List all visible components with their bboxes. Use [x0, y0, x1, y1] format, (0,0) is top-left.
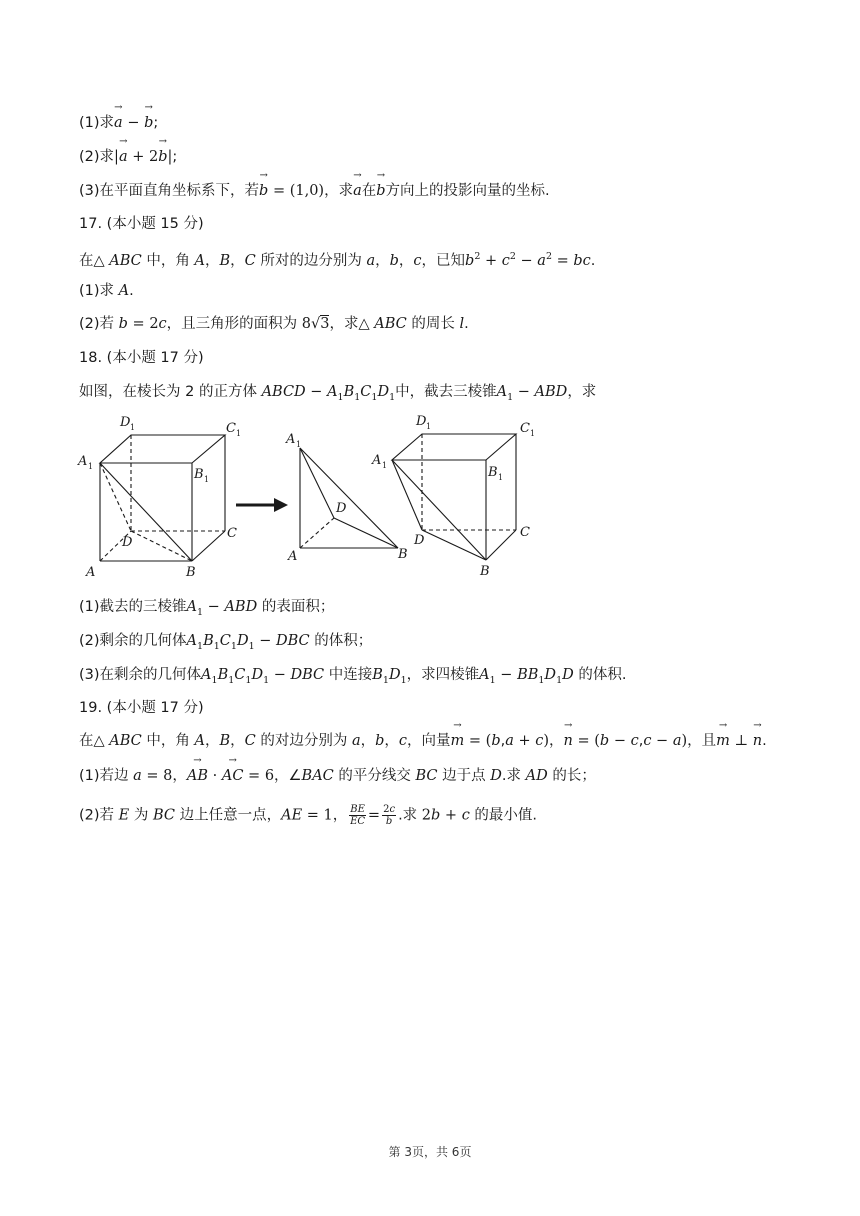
svg-text:D: D: [336, 501, 347, 516]
q18-stem: 如图，在棱长为 2 的正方体 ABCD − $A_1B_1C_1D_1$中，截去三棱锥$A_1$ − ABD，求: [79, 384, 597, 403]
cube-figure: [76, 408, 546, 584]
tetrahedron-diagram: [285, 432, 408, 564]
svg-text:A: A: [288, 549, 298, 564]
svg-text:B: B: [398, 547, 408, 562]
svg-text:B: B: [186, 565, 196, 580]
q18-header: 18. (本小题 17 分): [79, 350, 204, 366]
q19-stem: 在△ ABC 中，角 A，B，C 的对边分别为 a，b，c，向量→ m = (b,a + c)，→ n = (b − c,c − a)，且→ m ⊥ → n.: [79, 731, 767, 751]
q17-stem: 在△ ABC 中，角 A，B，C 所对的边分别为 a，b，c，已知$b^2 + c^2 - a^2$ = bc.: [79, 251, 596, 269]
q16-part2: (2)求|→ a + 2→ b|;: [79, 147, 177, 167]
q18-part2: (2)剩余的几何体$A_1B_1C_1D_1$ − DBC 的体积；: [79, 633, 373, 652]
q17-part1: (1)求 A.: [79, 283, 134, 299]
q19-header: 19. (本小题 17 分): [79, 700, 204, 716]
svg-text:1: 1: [426, 422, 432, 431]
remaining-solid-diagram: [371, 414, 535, 579]
page-footer: 第 3页，共 6页: [388, 1145, 472, 1159]
svg-text:B: B: [488, 465, 498, 480]
svg-text:D: D: [414, 533, 425, 548]
svg-text:D: D: [122, 535, 133, 550]
svg-text:A: A: [78, 454, 88, 469]
svg-text:A: A: [372, 453, 382, 468]
svg-text:1: 1: [130, 423, 136, 432]
svg-text:1: 1: [498, 473, 504, 482]
svg-text:D: D: [120, 415, 131, 430]
svg-text:1: 1: [236, 429, 242, 438]
svg-text:A: A: [286, 432, 296, 447]
svg-text:C: C: [226, 421, 236, 436]
svg-text:C: C: [227, 526, 237, 541]
q16-part1: (1)求→ a − → b;: [79, 113, 158, 133]
cube-full-diagram: [77, 415, 241, 580]
svg-text:B: B: [480, 564, 490, 579]
svg-text:C: C: [520, 525, 530, 540]
svg-text:1: 1: [204, 475, 210, 484]
q18-part1: (1)截去的三棱锥$A_1$ − ABD 的表面积；: [79, 599, 335, 618]
q19-part1: (1)若边 a = 8，→ AB · → AC = 6，∠BAC 的平分线交 BC 边于点 D.求 AD 的长；: [79, 766, 596, 786]
q16-part3: (3)在平面直角坐标系下，若→ b = (1,0)，求→ a在→ b方向上的投影向量的坐标.: [79, 181, 550, 201]
q18-part3: (3)在剩余的几何体$A_1B_1C_1D_1$ − DBC 中连接$B_1D_1$，求四棱锥$A_1 - BB_1D_1D$ 的体积.: [79, 667, 627, 686]
svg-text:1: 1: [382, 461, 388, 470]
q19-part2: (2)若 E 为 BC 边上任意一点，AE = 1， $\frac{BE}{EC}$ = $\frac{2c}{b}$ .求 2b + c 的最小值.: [79, 804, 538, 827]
svg-text:1: 1: [88, 462, 94, 471]
q17-part2: (2)若 b = 2c，且三角形的面积为 8√3，求△ ABC 的周长 l.: [79, 316, 469, 332]
svg-text:1: 1: [296, 440, 302, 449]
svg-text:B: B: [194, 467, 204, 482]
q17-header: 17. (本小题 15 分): [79, 216, 204, 232]
svg-text:1: 1: [530, 429, 536, 438]
svg-text:A: A: [86, 565, 96, 580]
arrow-icon: [236, 498, 288, 512]
svg-text:C: C: [520, 421, 530, 436]
svg-text:D: D: [416, 414, 427, 429]
